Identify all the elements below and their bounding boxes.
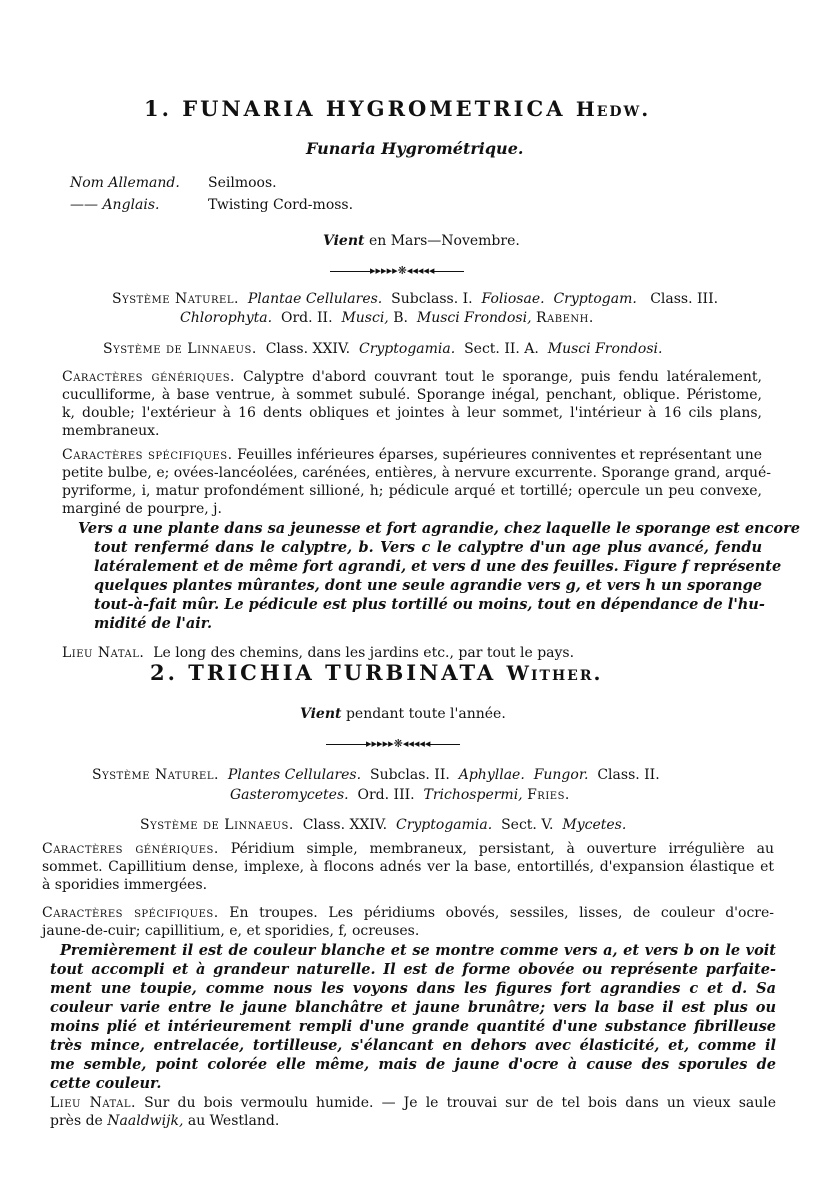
section1-ornament — [330, 264, 464, 277]
sys-lin-part: Cryptogamia. — [358, 341, 456, 357]
sys-nat-part: Fries. — [527, 787, 570, 803]
sys-lin-label: Système de Linnaeus. — [103, 341, 257, 357]
gen-text: Péridium simple, membraneux, persistant, à ouverture irrégulière au — [230, 841, 775, 857]
section2-gen-line2: sommet. Capillitium dense, implexe, à flocons adnés ver la base, entortillés, d'expansion élastique et — [42, 859, 774, 875]
season-text: en Mars—Novembre. — [368, 233, 520, 249]
section1-sys-nat-line2 — [180, 309, 594, 327]
section2-sys-nat-line2 — [230, 786, 570, 804]
ornament-rule — [326, 744, 366, 745]
spec-label: Caractères spécifiques. — [42, 905, 219, 921]
section2-desc-line: cette couleur. — [50, 1075, 162, 1092]
sys-nat-part: Class. II. — [597, 767, 660, 783]
sys-nat-part: Aphyllae. — [458, 767, 525, 783]
sys-nat-part: Fungor. — [533, 767, 589, 783]
sys-nat-part: Subclass. I. — [391, 291, 473, 307]
gen-label: Caractères génériques. — [42, 841, 219, 857]
sys-lin-label: Système de Linnaeus. — [140, 817, 294, 833]
section2-title: TRICHIA TURBINATA — [188, 660, 497, 685]
section1-desc-line: tout renfermé dans le calyptre, b. Vers c le calyptre d'un age plus avancé, fendu — [94, 539, 762, 556]
name-value: Seilmoos. — [208, 175, 277, 191]
section1-gen-line1 — [62, 368, 762, 386]
sys-lin-part: Class. XXIV. — [265, 341, 351, 357]
gen-text: Calyptre d'abord couvrant tout le sporange, puis fendu latéralement, — [243, 369, 762, 385]
section2-desc-line: moins plié et intérieurement rempli d'une grande quantité d'une substance fibrilleuse — [50, 1018, 776, 1035]
section2-desc-line: me semble, point colorée elle même, mais de jaune d'ocre à cause des sporules de — [50, 1056, 776, 1073]
section1-season — [323, 232, 520, 250]
lieu-label: Lieu Natal. — [50, 1095, 136, 1111]
section2-season — [300, 705, 506, 723]
section2-ornament — [326, 737, 460, 750]
lieu-text: Le long des chemins, dans les jardins etc., par tout le pays. — [153, 645, 575, 661]
sys-nat-part: Class. III. — [650, 291, 719, 307]
season-lead: Vient — [300, 706, 342, 722]
section1-spec-line3: pyriforme, i, matur profondément sillioné, h; pédicule arqué et tortillé; opercule un peu convexe, — [62, 483, 762, 499]
sys-lin-part: Musci Frondosi. — [547, 341, 663, 357]
section1-desc-line: Vers a une plante dans sa jeunesse et fort agrandie, chez laquelle le sporange est encore — [78, 520, 800, 537]
sys-nat-part: Ord. II. — [280, 310, 333, 326]
sys-lin-part: Sect. II. A. — [464, 341, 539, 357]
sys-nat-part: B. — [393, 310, 408, 326]
section2-gen-line3: à sporidies immergées. — [42, 877, 208, 893]
section2-author: Wither. — [506, 661, 603, 685]
lieu-text: au Westland. — [187, 1113, 280, 1129]
spec-label: Caractères spécifiques. — [62, 447, 233, 463]
sys-lin-part: Mycetes. — [562, 817, 627, 833]
season-text: pendant toute l'année. — [345, 706, 506, 722]
section2-lieu-line1 — [50, 1094, 776, 1112]
ornament-rule — [430, 744, 460, 745]
section2-spec-line2: jaune-de-cuir; capillitium, e, et sporidies, f, ocreuses. — [42, 923, 420, 939]
sys-nat-part: Subclas. II. — [369, 767, 450, 783]
sys-nat-part: Plantes Cellulares. — [227, 767, 362, 783]
lieu-text: près de — [50, 1113, 103, 1129]
section1-number: 1. — [144, 96, 172, 121]
lieu-text: Sur du bois vermoulu humide. — Je le trouvai sur de tel bois dans un vieux saule — [144, 1095, 776, 1111]
name-label: Nom Allemand. — [70, 175, 180, 191]
section1-desc-line: latéralement et de même fort agrandi, et vers d une des feuilles. Figure f représente — [94, 558, 782, 575]
ornament-rule — [330, 271, 370, 272]
sys-nat-part: Trichospermi, — [423, 787, 523, 803]
section1-desc-line: quelques plantes mûrantes, dont une seule agrandie vers g, et vers h un sporange — [94, 577, 762, 594]
section2-heading — [150, 660, 603, 685]
section1-author: Hedw. — [575, 97, 651, 121]
section2-desc-line: très mince, entrelacée, tortilleuse, s'élancant en dehors avec élasticité, et, comme il — [50, 1037, 776, 1054]
section1-spec-line1 — [62, 446, 762, 464]
section1-gen-line2: cuculliforme, à base ventrue, à sommet subulé. Sporange inégal, penchant, oblique. Péristome, — [62, 387, 762, 403]
section1-title: FUNARIA HYGROMETRICA — [182, 96, 566, 121]
section2-desc-line: ment une toupie, comme nous les voyons dans les figures fort agrandies c et d. Sa — [50, 980, 776, 997]
season-lead: Vient — [323, 233, 365, 249]
sys-nat-part: Plantae Cellulares. — [247, 291, 383, 307]
section2-desc-line: tout accompli et à grandeur naturelle. Il est de forme obovée ou représente parfaite- — [50, 961, 776, 978]
section2-sys-nat-line1 — [92, 766, 660, 784]
section1-gen-line4: membraneux. — [62, 423, 160, 439]
section1-french-name: Funaria Hygrométrique. — [306, 139, 524, 158]
section1-gen-line3: k, double; l'extérieur à 16 dents obliques et jointes à leur sommet, l'intérieur à 16 cils plans, — [62, 405, 762, 421]
sys-nat-part: Cryptogam. — [553, 291, 637, 307]
sys-nat-label: Système Naturel. — [112, 291, 239, 307]
lieu-label: Lieu Natal. — [62, 645, 145, 661]
section1-spec-line2: petite bulbe, e; ovées-lancéolées, carénées, entières, à nervure excurrente. Sporange grand, arqué- — [62, 465, 772, 481]
spec-text: Feuilles inférieures éparses, supérieures conniventes et représentant une — [237, 447, 762, 463]
section2-number: 2. — [150, 660, 178, 685]
sys-nat-label: Système Naturel. — [92, 767, 219, 783]
sys-nat-part: Rabenh. — [535, 310, 594, 326]
section2-desc-line: couleur varie entre le jaune blanchâtre et jaune brunâtre; vers la base il est plus ou — [50, 999, 776, 1016]
name-label: —— Anglais. — [70, 197, 160, 213]
sys-nat-part: Chlorophyta. — [180, 310, 273, 326]
sys-lin-part: Sect. V. — [501, 817, 554, 833]
sys-nat-part: Musci Frondosi, — [416, 310, 532, 326]
section1-spec-line4: marginé de pourpre, j. — [62, 501, 222, 517]
name-value: Twisting Cord-moss. — [208, 197, 354, 213]
section1-desc-line: tout-à-fait mûr. Le pédicule est plus tortillé ou moins, tout en dépendance de l'hu- — [94, 596, 765, 613]
gen-label: Caractères génériques. — [62, 369, 236, 385]
section2-desc-line: Premièrement il est de couleur blanche et se montre comme vers a, et vers b on le voit — [60, 942, 776, 959]
ornament-glyphs: ▸▸▸▸▸❋◂◂◂◂◂ — [366, 737, 431, 750]
section1-sys-lin — [103, 340, 662, 358]
sys-nat-part: Gasteromycetes. — [230, 787, 349, 803]
sys-lin-part: Class. XXIV. — [302, 817, 388, 833]
section1-sys-nat-line1 — [112, 290, 718, 308]
section2-spec-line1 — [42, 904, 774, 922]
ornament-glyphs: ▸▸▸▸▸❋◂◂◂◂◂ — [370, 264, 435, 277]
section2-lieu-line2 — [50, 1112, 279, 1130]
section1-heading — [144, 96, 651, 121]
section2-sys-lin — [140, 816, 626, 834]
sys-lin-part: Cryptogamia. — [395, 817, 493, 833]
spec-text: En troupes. Les péridiums obovés, sessiles, lisses, de couleur d'ocre- — [229, 905, 775, 921]
section1-desc-line: midité de l'air. — [94, 615, 213, 632]
name-row-german — [70, 174, 277, 192]
sys-nat-part: Ord. III. — [357, 787, 415, 803]
sys-nat-part: Musci, — [341, 310, 389, 326]
ornament-rule — [434, 271, 464, 272]
name-row-english — [70, 196, 353, 214]
section2-gen-line1 — [42, 840, 774, 858]
lieu-place: Naaldwijk, — [107, 1113, 184, 1129]
sys-nat-part: Foliosae. — [481, 291, 545, 307]
